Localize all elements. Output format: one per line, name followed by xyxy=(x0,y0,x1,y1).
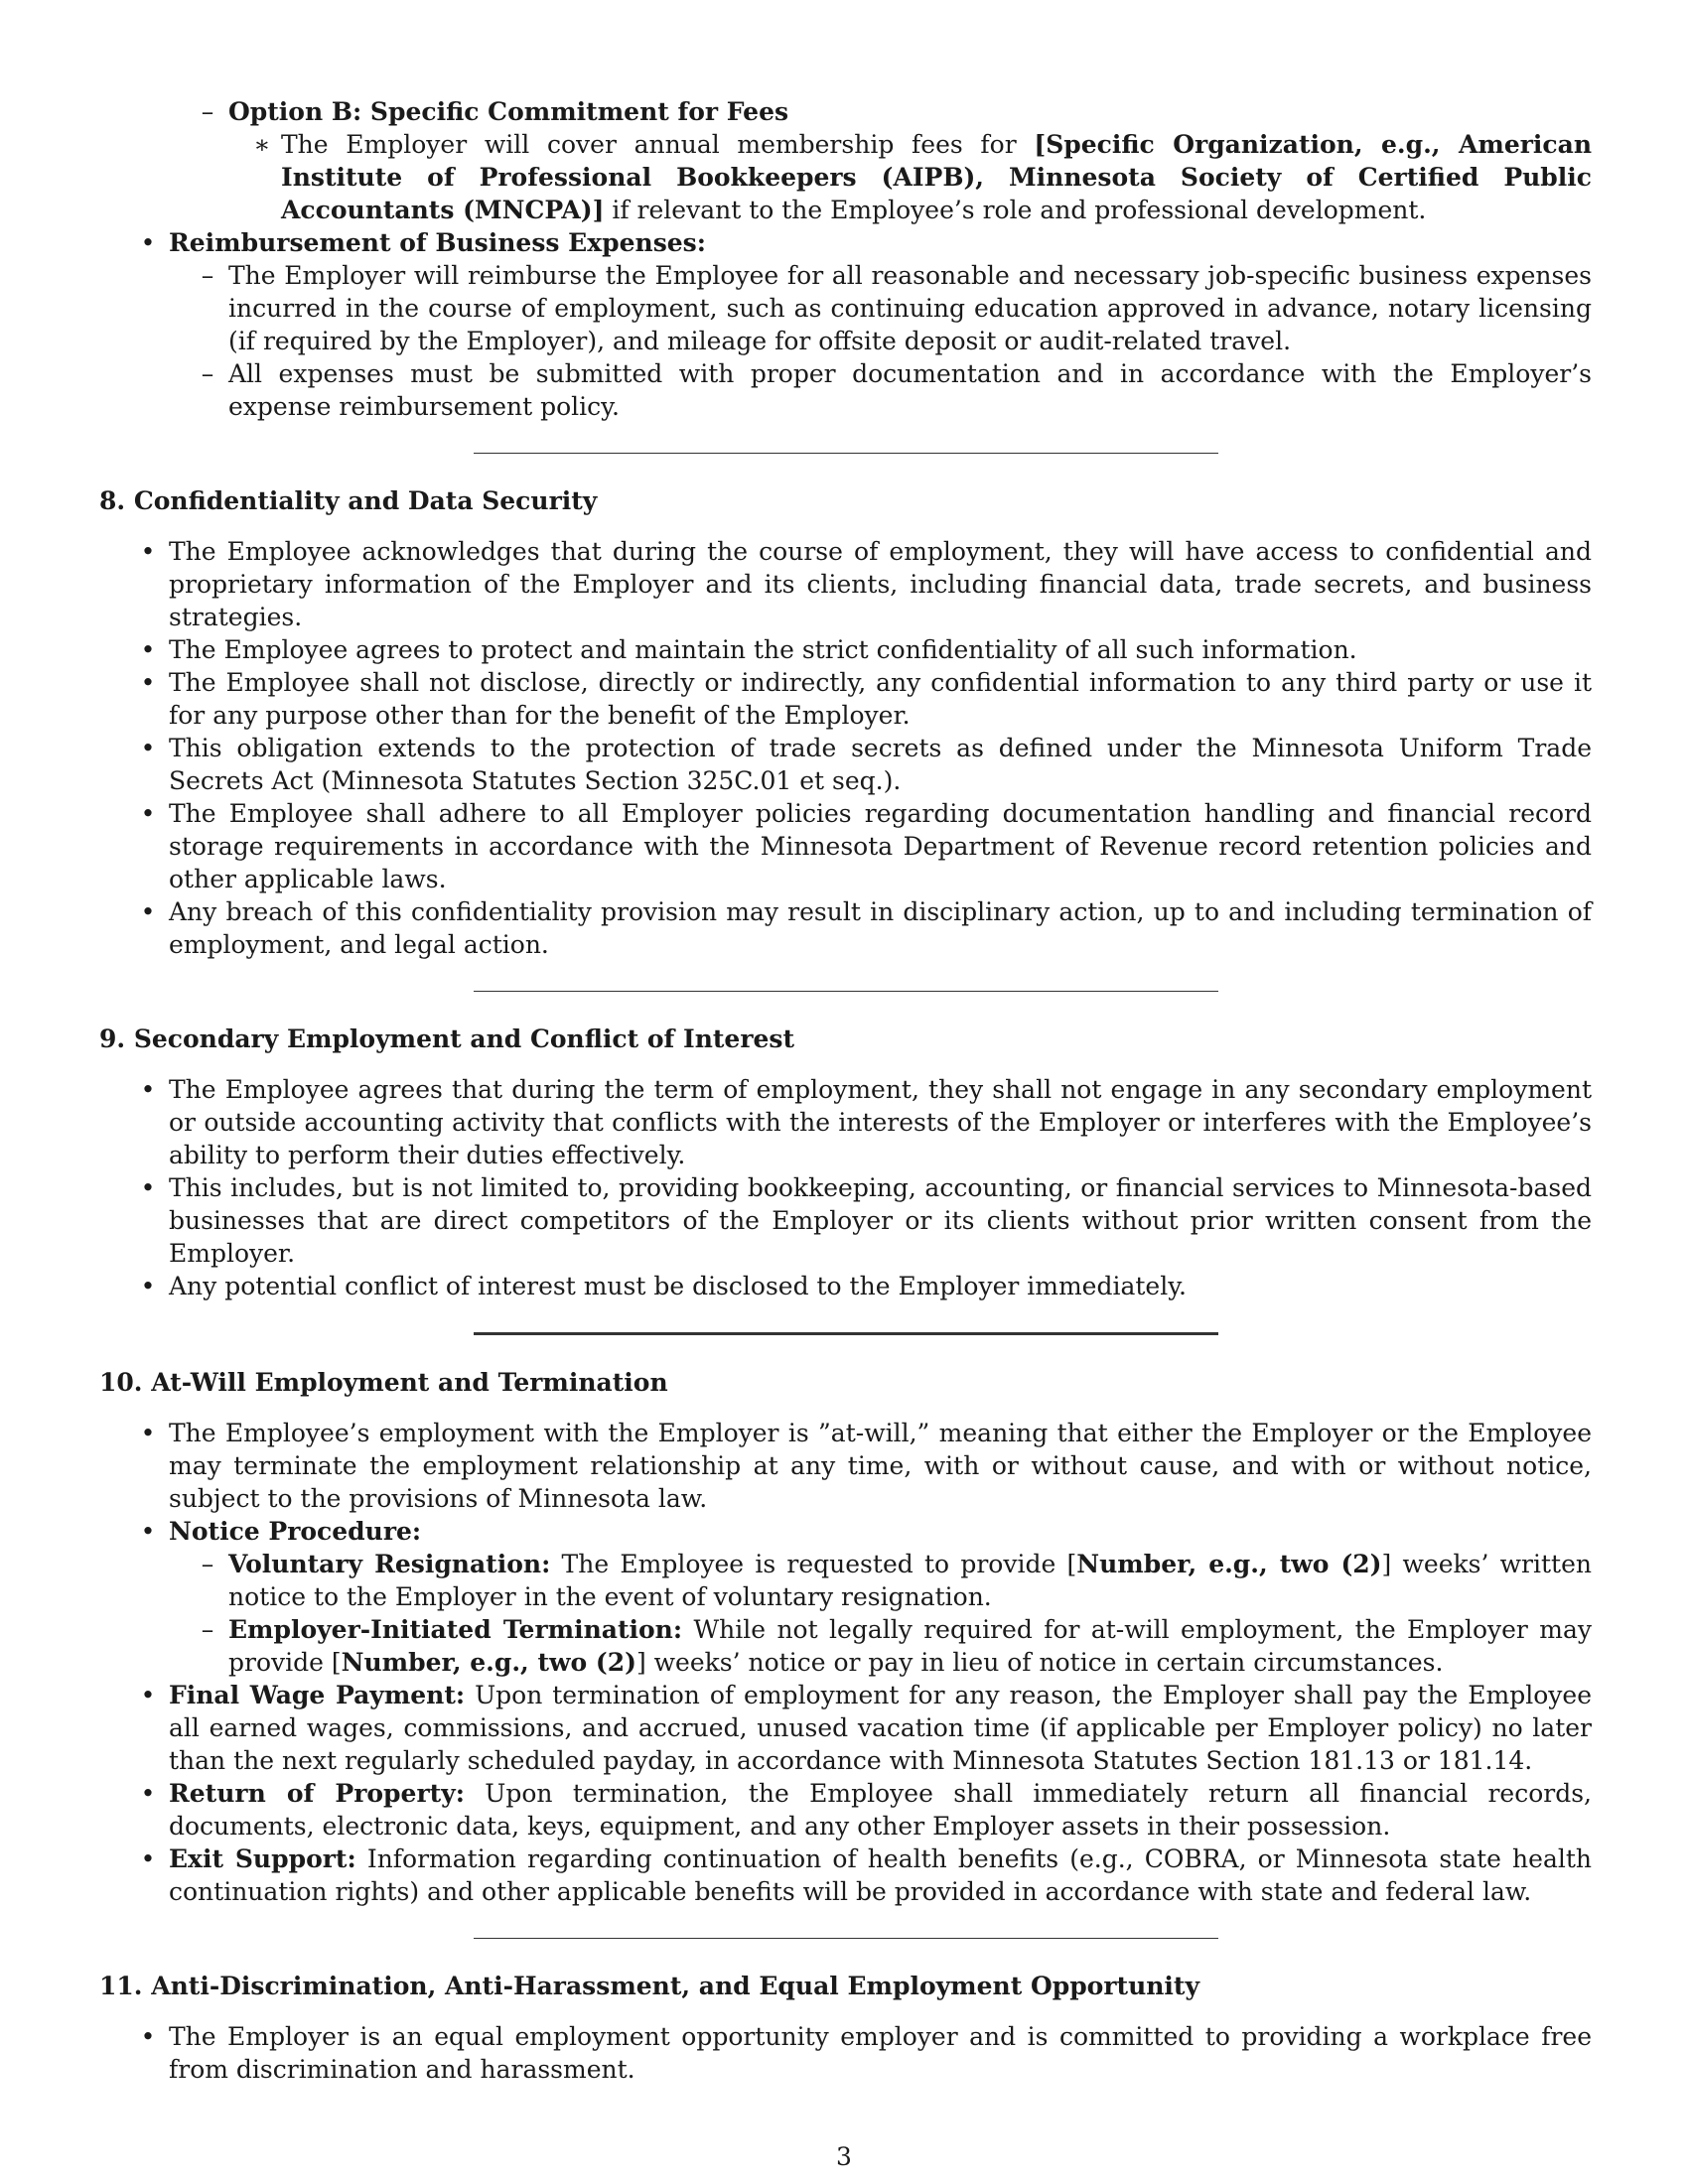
option-b-heading: Option B: Specific Commitment for Fees xyxy=(228,97,789,126)
bullet-marker: • xyxy=(140,2022,156,2051)
document-page xyxy=(99,95,1592,2086)
reimbursement-detail xyxy=(99,259,1592,357)
option-b-item xyxy=(99,95,1592,128)
list-item xyxy=(99,2020,1592,2086)
star-marker: ∗ xyxy=(253,130,271,159)
list-item xyxy=(99,1515,1592,1548)
bullet-marker: • xyxy=(140,1075,156,1104)
notice-procedure-heading: Notice Procedure: xyxy=(169,1517,422,1546)
dash-marker: – xyxy=(201,261,214,290)
section-title: Secondary Employment and Conflict of Interest xyxy=(133,1024,795,1053)
bullet-marker: • xyxy=(140,799,156,828)
section-divider xyxy=(474,453,1218,454)
list-item-text: The Employee’s employment with the Employer is ”at-will,” meaning that either the Employer or the Employee may terminate the employment relationship at any time, with or without cause, and with or without notice, subject to the provisions of Minnesota law. xyxy=(169,1419,1592,1513)
list-item xyxy=(99,732,1592,797)
list-item-text: The Employer is an equal employment opportunity employer and is committed to providing a workplace free from discrimination and harassment. xyxy=(169,2022,1592,2084)
reimbursement-text-2: All expenses must be submitted with proper documentation and in accordance with the Employer’s expense reimbursement policy. xyxy=(228,359,1592,421)
bullet-marker: • xyxy=(140,228,156,257)
section-11-heading xyxy=(99,1970,1592,2002)
reimbursement-item xyxy=(99,226,1592,259)
list-item xyxy=(99,1843,1592,1908)
dash-marker: – xyxy=(201,97,214,126)
list-item xyxy=(99,1171,1592,1270)
section-divider xyxy=(474,1938,1218,1939)
employer-termination-label: Employer-Initiated Termination: xyxy=(228,1615,683,1644)
section-title: Confidentiality and Data Security xyxy=(133,486,598,515)
section-10-heading xyxy=(99,1366,1592,1399)
bullet-marker: • xyxy=(140,1681,156,1709)
list-item-text: This obligation extends to the protection of trade secrets as defined under the Minnesota Uniform Trade Secrets Act (Minnesota Statutes Section 325C.01 et seq.). xyxy=(169,734,1592,795)
bullet-marker: • xyxy=(140,668,156,697)
voluntary-placeholder: Number, e.g., two (2) xyxy=(1076,1550,1382,1578)
section-divider xyxy=(474,991,1218,992)
section-number: 10. xyxy=(99,1368,143,1397)
list-item xyxy=(99,1777,1592,1843)
final-wage-label: Final Wage Payment: xyxy=(169,1681,466,1709)
page-number: 3 xyxy=(836,2142,852,2171)
bullet-marker: • xyxy=(140,537,156,566)
list-item xyxy=(99,666,1592,732)
list-item-text: The Employee acknowledges that during the course of employment, they will have access to confidential and proprietary information of the Employer and its clients, including financial data, trade secrets, and business strategies. xyxy=(169,537,1592,631)
voluntary-text-2: ] weeks’ written notice to the Employer in the event of voluntary resignation. xyxy=(228,1550,1592,1611)
employer-text-2: ] weeks’ notice or pay in lieu of notice in certain circumstances. xyxy=(635,1648,1444,1677)
list-item-text: The Employee shall not disclose, directly or indirectly, any confidential information to any third party or use it for any purpose other than for the benefit of the Employer. xyxy=(169,668,1592,730)
section-8-heading xyxy=(99,484,1592,517)
reimbursement-heading: Reimbursement of Business Expenses: xyxy=(169,228,706,257)
bullet-marker: • xyxy=(140,635,156,664)
list-item xyxy=(99,1270,1592,1302)
section-title: At-Will Employment and Termination xyxy=(151,1368,668,1397)
dash-marker: – xyxy=(201,359,214,388)
list-item-text: The Employee shall adhere to all Employer policies regarding documentation handling and financial record storage requirements in accordance with the Minnesota Department of Revenue record retention policies and other applicable laws. xyxy=(169,799,1592,893)
bullet-marker: • xyxy=(140,1844,156,1873)
employer-placeholder: Number, e.g., two (2) xyxy=(341,1648,636,1677)
bullet-marker: • xyxy=(140,897,156,926)
list-item-text: This includes, but is not limited to, providing bookkeeping, accounting, or financial services to Minnesota-based businesses that are direct competitors of the Employer or its clients without prior written consent from the Employer. xyxy=(169,1173,1592,1268)
exit-support-text: Information regarding continuation of health benefits (e.g., COBRA, or Minnesota state health continuation rights) and other applicable benefits will be provided in accordance with state and federal law. xyxy=(169,1844,1592,1906)
list-item-text: Any potential conflict of interest must be disclosed to the Employer immediately. xyxy=(169,1272,1187,1300)
voluntary-text-1: The Employee is requested to provide [ xyxy=(550,1550,1077,1578)
voluntary-resignation-label: Voluntary Resignation: xyxy=(228,1550,551,1578)
option-b-detail xyxy=(99,128,1592,226)
reimbursement-detail xyxy=(99,357,1592,423)
list-item-text: The Employee agrees to protect and maintain the strict confidentiality of all such information. xyxy=(169,635,1357,664)
section-number: 9. xyxy=(99,1024,126,1053)
list-item-text: The Employee agrees that during the term of employment, they shall not engage in any secondary employment or outside accounting activity that conflicts with the interests of the Employer or interferes with the Employee’s ability to perform their duties effectively. xyxy=(169,1075,1592,1169)
list-item-text: Any breach of this confidentiality provision may result in disciplinary action, up to and including termination of employment, and legal action. xyxy=(169,897,1592,959)
section-number: 11. xyxy=(99,1972,143,2000)
bullet-marker: • xyxy=(140,734,156,762)
sub-list-item xyxy=(99,1613,1592,1679)
section-9-heading xyxy=(99,1023,1592,1055)
exit-support-label: Exit Support: xyxy=(169,1844,356,1873)
bullet-marker: • xyxy=(140,1173,156,1202)
option-b-text-2: if relevant to the Employee’s role and professional development. xyxy=(604,196,1427,224)
return-property-label: Return of Property: xyxy=(169,1779,465,1808)
section-number: 8. xyxy=(99,486,126,515)
list-item xyxy=(99,895,1592,961)
return-property-text: Upon termination, the Employee shall immediately return all financial records, documents, electronic data, keys, equipment, and any other Employer assets in their possession. xyxy=(169,1779,1592,1841)
bullet-marker: • xyxy=(140,1779,156,1808)
final-wage-text: Upon termination of employment for any reason, the Employer shall pay the Employee all earned wages, commissions, and accrued, unused vacation time (if applicable per Employer policy) no later than the next regularly scheduled payday, in accordance with Minnesota Statutes Section 181.13 or 181.14. xyxy=(169,1681,1592,1775)
option-b-placeholder: [Specific Organization, e.g., American Institute of Professional Bookkeepers (AIPB), Minnesota Society of Certified Public Accountants (MNCPA)] xyxy=(281,130,1593,224)
section-divider xyxy=(474,1332,1218,1335)
bullet-marker: • xyxy=(140,1517,156,1546)
list-item xyxy=(99,633,1592,666)
dash-marker: – xyxy=(201,1550,214,1578)
list-item xyxy=(99,1073,1592,1171)
section-title: Anti-Discrimination, Anti-Harassment, and Equal Employment Opportunity xyxy=(151,1972,1200,2000)
bullet-marker: • xyxy=(140,1419,156,1447)
list-item xyxy=(99,1679,1592,1777)
option-b-text-1: The Employer will cover annual membership fees for xyxy=(281,130,1035,159)
dash-marker: – xyxy=(201,1615,214,1644)
employer-text-1: While not legally required for at-will employment, the Employer may provide [ xyxy=(228,1615,1592,1677)
list-item xyxy=(99,1417,1592,1515)
list-item xyxy=(99,535,1592,633)
sub-list-item xyxy=(99,1548,1592,1613)
reimbursement-text-1: The Employer will reimburse the Employee for all reasonable and necessary job-specific business expenses incurred in the course of employment, such as continuing education approved in advance, notary licensing (if required by the Employer), and mileage for offsite deposit or audit-related travel. xyxy=(228,261,1592,355)
bullet-marker: • xyxy=(140,1272,156,1300)
list-item xyxy=(99,797,1592,895)
